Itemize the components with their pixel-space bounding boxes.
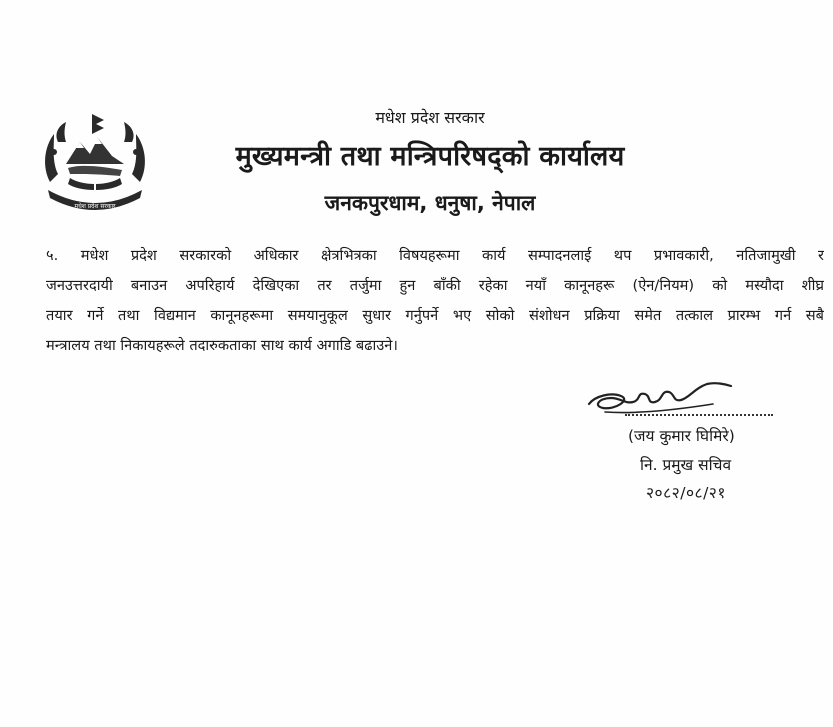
emblem-mountains xyxy=(66,138,124,164)
nepal-emblem-icon xyxy=(40,112,150,216)
emblem-ring-text: मधेश प्रदेश सरकार xyxy=(74,203,116,210)
body-line: जनउत्तरदायी बनाउन अपरिहार्य देखिएका तर तर्जुमा हुन बाँकी रहेका नयाँ कानूनहरू (ऐन/नियम) को मस्यौदा शीघ्र xyxy=(46,277,824,294)
office-address: जनकपुरधाम, धनुषा, नेपाल xyxy=(324,191,536,215)
handwritten-signature xyxy=(585,374,735,418)
body-paragraph xyxy=(46,241,824,361)
government-name: मधेश प्रदेश सरकार xyxy=(375,108,485,127)
signature-line xyxy=(625,414,773,416)
signatory-date: २०८२/०८/२१ xyxy=(646,484,726,502)
body-line: मन्त्रालय तथा निकायहरूले तदारुकताका साथ कार्य अगाडि बढाउने। xyxy=(46,337,398,354)
body-line: तयार गर्ने तथा विद्यमान कानूनहरूमा समयानुकूल सुधार गर्नुपर्ने भए सोको संशोधन प्रक्रिया समेत तत्काल प्रारम्भ गर्न सबै xyxy=(46,307,824,324)
emblem-flag xyxy=(92,114,104,134)
office-name: मुख्यमन्त्री तथा मन्त्रिपरिषद्को कार्यालय xyxy=(235,141,625,172)
emblem-map xyxy=(68,166,122,176)
body-line: ५. मधेश प्रदेश सरकारको अधिकार क्षेत्रभित्रका विषयहरूमा कार्य सम्पादनलाई थप प्रभावकारी, नतिजामुखी र xyxy=(46,247,824,264)
signatory-title: नि. प्रमुख सचिव xyxy=(640,456,732,474)
signatory-name: (जय कुमार घिमिरे) xyxy=(628,427,735,445)
emblem-hands xyxy=(68,178,122,190)
